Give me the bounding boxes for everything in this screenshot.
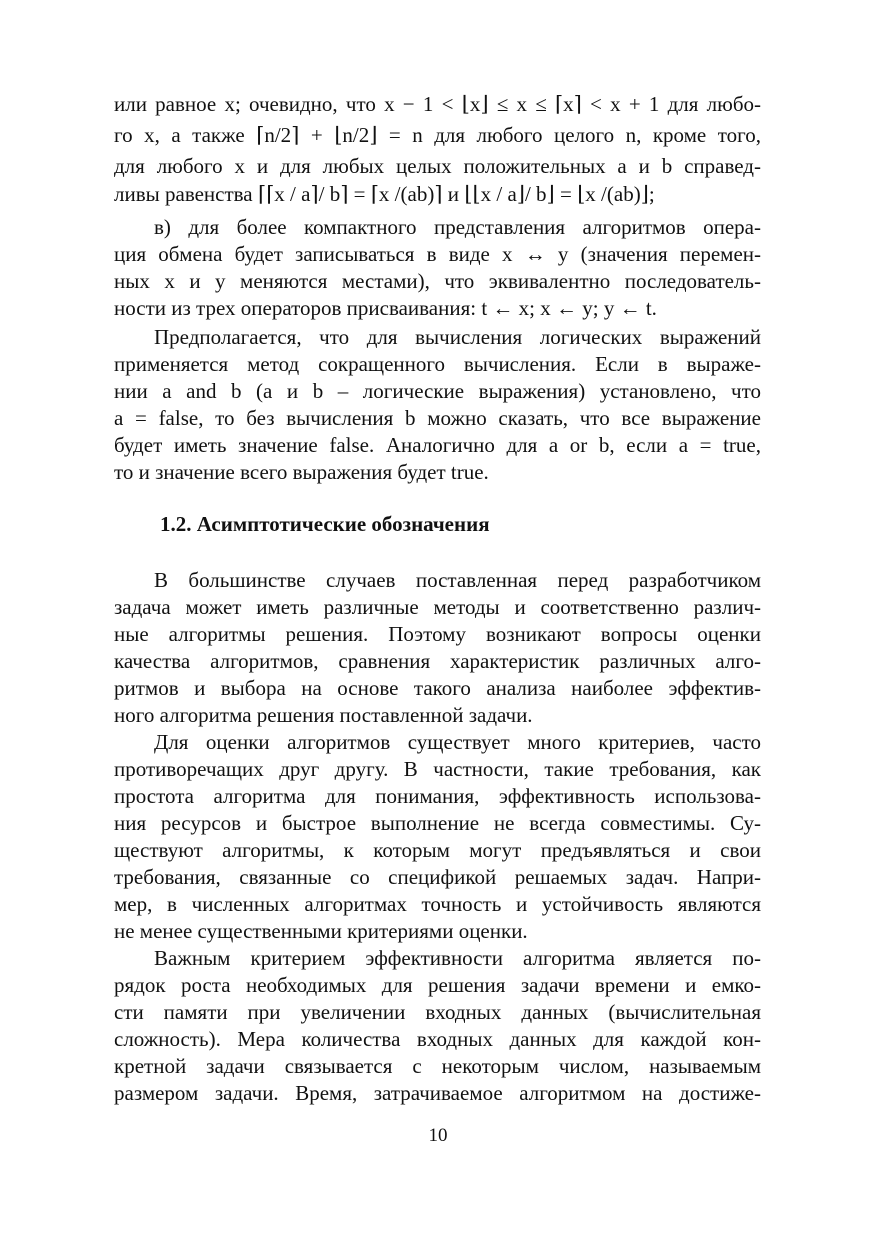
text-line: в) для более компактного представления алгоритмов опера-: [154, 215, 761, 239]
text-line: не менее существенными критериями оценки.: [114, 919, 528, 943]
text-line: требования, связанные со спецификой решаемых задач. Напри-: [114, 865, 761, 889]
text-line: качества алгоритмов, сравнения характеристик различных алго-: [114, 649, 761, 673]
text-line: В большинстве случаев поставленная перед разработчиком: [154, 568, 761, 592]
text-line: кретной задачи связывается с некоторым числом, называемым: [114, 1054, 761, 1078]
text-line: задача может иметь различные методы и соответственно различ-: [114, 595, 761, 619]
section-heading: 1.2. Асимптотические обозначения: [160, 512, 490, 536]
text-line: Предполагается, что для вычисления логических выражений: [154, 325, 761, 349]
text-line: Важным критерием эффективности алгоритма является по-: [154, 946, 761, 970]
text-line: простота алгоритма для понимания, эффективность использова-: [114, 784, 761, 808]
text-line: Для оценки алгоритмов существует много критериев, часто: [154, 730, 761, 754]
text-line: для любого x и для любых целых положительных a и b справед-: [114, 154, 761, 178]
text-line: го x, а также ⌈n/2⌉ + ⌊n/2⌋ = n для любого целого n, кроме того,: [114, 123, 761, 147]
text-line: размером задачи. Время, затрачиваемое алгоритмом на достиже-: [114, 1081, 761, 1105]
text-line: ритмов и выбора на основе такого анализа наиболее эффектив-: [114, 676, 761, 700]
text-line: то и значение всего выражения будет true.: [114, 460, 489, 484]
text-line: ные алгоритмы решения. Поэтому возникают вопросы оценки: [114, 622, 761, 646]
text-line: a = false, то без вычисления b можно сказать, что все выражение: [114, 406, 761, 430]
text-line: сти памяти при увеличении входных данных (вычислительная: [114, 1000, 761, 1024]
text-line: ния ресурсов и быстрое выполнение не всегда совместимы. Су-: [114, 811, 761, 835]
text-line: ного алгоритма решения поставленной задачи.: [114, 703, 533, 727]
page-number: 10: [428, 1125, 448, 1146]
text-line: ществуют алгоритмы, к которым могут предъявляться и свои: [114, 838, 761, 862]
text-line: противоречащих друг другу. В частности, такие требования, как: [114, 757, 761, 781]
text-line: рядок роста необходимых для решения задачи времени и емко-: [114, 973, 761, 997]
text-line: ция обмена будет записываться в виде x ↔ y (значения перемен-: [114, 242, 761, 266]
text-line: сложность). Мера количества входных данных для каждой кон-: [114, 1027, 761, 1051]
text-line: применяется метод сокращенного вычисления. Если в выраже-: [114, 352, 761, 376]
text-line: ливы равенства ⌈⌈x / a⌉/ b⌉ = ⌈x /(ab)⌉ и ⌊⌊x / a⌋/ b⌋ = ⌊x /(ab)⌋;: [114, 182, 655, 206]
text-line: мер, в численных алгоритмах точность и устойчивость являются: [114, 892, 761, 916]
text-line: ных x и y меняются местами), что эквивалентно последователь-: [114, 269, 761, 293]
text-line: будет иметь значение false. Аналогично для a or b, если a = true,: [114, 433, 761, 457]
text-line: ности из трех операторов присваивания: t ← x; x ← y; y ← t.: [114, 296, 657, 320]
text-line: нии a and b (a и b – логические выражения) установлено, что: [114, 379, 761, 403]
text-line: или равное x; очевидно, что x − 1 < ⌊x⌋ ≤ x ≤ ⌈x⌉ < x + 1 для любо-: [114, 92, 761, 116]
